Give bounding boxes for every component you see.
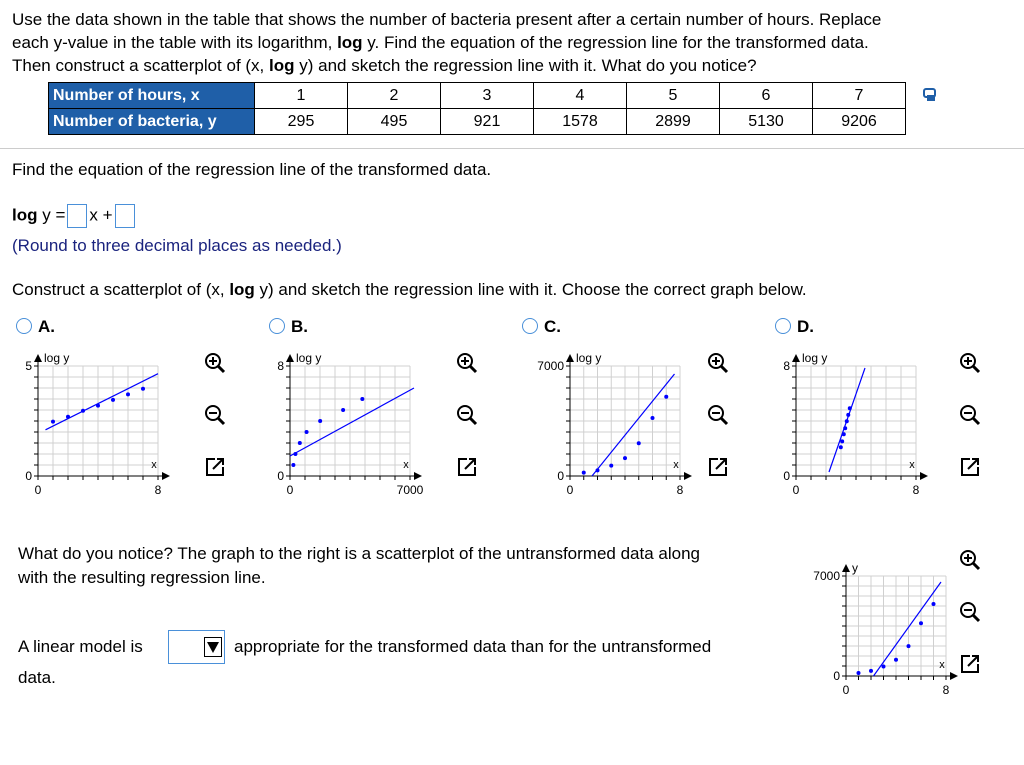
option-d-label: D. (797, 317, 814, 336)
data-point (293, 452, 297, 456)
round-note: (Round to three decimal places as needed.) (12, 236, 342, 255)
data-point (846, 413, 850, 417)
x-tick-label: 8 (154, 483, 162, 497)
zoom-out-icon[interactable] (958, 403, 982, 427)
y-tick-label: 8 (783, 359, 790, 373)
x-axis-arrow (684, 472, 692, 480)
part1-prompt: Find the equation of the regression line of the transformed data. (12, 160, 492, 179)
p2-post: y) and sketch the regression line with it. Choose the correct graph below. (254, 280, 807, 299)
option-b[interactable] (269, 317, 308, 337)
table-cell: 3 (441, 83, 534, 109)
row-header-hours: Number of hours, x (49, 83, 255, 109)
external-link-icon[interactable] (958, 455, 982, 479)
section-divider (0, 148, 1024, 149)
table-cell: 2 (348, 83, 441, 109)
external-link-icon[interactable] (203, 455, 227, 479)
data-point (141, 387, 145, 391)
table-cell: 5130 (720, 109, 813, 135)
table-cell: 9206 (813, 109, 906, 135)
notice-line-2: with the resulting regression line. (18, 568, 266, 587)
zoom-out-icon[interactable] (203, 403, 227, 427)
equation-row (12, 204, 137, 228)
data-point (298, 441, 302, 445)
table-cell: 5 (627, 83, 720, 109)
data-point (907, 644, 911, 648)
q2-post: y. Find the equation of the regression line for the transformed data. (362, 33, 869, 52)
data-point (843, 426, 847, 430)
table-cell: 921 (441, 109, 534, 135)
data-point (857, 671, 861, 675)
option-c-label: C. (544, 317, 561, 336)
x-axis-arrow (950, 672, 958, 680)
data-point (360, 397, 364, 401)
y-axis-label: log y (44, 351, 70, 365)
x-axis-label: x (403, 459, 409, 471)
zoom-in-icon[interactable] (706, 351, 730, 375)
data-point (582, 471, 586, 475)
q3-pre: Then construct a scatterplot of (x, (12, 56, 270, 75)
y-axis-label: y (852, 561, 858, 575)
question-text (12, 8, 1012, 77)
y-tick-label: 0 (783, 469, 790, 483)
data-point (845, 419, 849, 423)
data-point (609, 464, 613, 468)
table-row (49, 83, 906, 109)
chevron-down-icon[interactable] (204, 637, 222, 657)
data-point (932, 602, 936, 606)
x-tick-label: 8 (942, 683, 950, 697)
data-table (48, 82, 906, 135)
y-tick-label: 7000 (537, 359, 564, 373)
data-point (839, 445, 843, 449)
slope-input[interactable] (67, 204, 87, 228)
table-cell: 295 (255, 109, 348, 135)
y-axis-label: log y (576, 351, 602, 365)
x-tick-label: 8 (676, 483, 684, 497)
y-tick-label: 7000 (813, 569, 840, 583)
x-tick-label: 8 (912, 483, 920, 497)
q3-post: y) and sketch the regression line with it. What do you notice? (294, 56, 757, 75)
answer-post-2: data. (18, 668, 56, 687)
radio-c[interactable] (522, 318, 538, 334)
p2-bold: log (229, 280, 255, 299)
y-tick-label: 0 (833, 669, 840, 683)
radio-a[interactable] (16, 318, 32, 334)
copy-table-icon[interactable] (922, 87, 938, 103)
zoom-in-icon[interactable] (203, 351, 227, 375)
y-axis-arrow (566, 354, 574, 362)
data-point (111, 398, 115, 402)
data-point (651, 416, 655, 420)
regression-line (592, 374, 675, 476)
data-point (51, 420, 55, 424)
data-point (919, 621, 923, 625)
y-tick-label: 8 (277, 359, 284, 373)
table-cell: 1 (255, 83, 348, 109)
y-tick-label: 0 (557, 469, 564, 483)
eq-log: log (12, 205, 38, 225)
y-tick-label: 5 (25, 359, 32, 373)
option-c[interactable] (522, 317, 561, 337)
y-tick-label: 0 (25, 469, 32, 483)
x-axis-label: x (151, 459, 157, 471)
data-point (664, 395, 668, 399)
p2-pre: Construct a scatterplot of (x, (12, 280, 230, 299)
external-link-icon[interactable] (455, 455, 479, 479)
answer-pre: A linear model is (18, 637, 143, 656)
data-point (318, 419, 322, 423)
x-tick-label: 0 (34, 483, 42, 497)
data-point (596, 468, 600, 472)
data-point (96, 404, 100, 408)
x-tick-label: 0 (842, 683, 850, 697)
graph-c (530, 346, 690, 506)
data-point (81, 409, 85, 413)
x-axis-arrow (162, 472, 170, 480)
data-point (842, 432, 846, 436)
x-tick-label: 7000 (396, 483, 424, 497)
option-a-label: A. (38, 317, 55, 336)
data-point (869, 669, 873, 673)
notice-line-1: What do you notice? The graph to the right is a scatterplot of the untransformed data along (18, 544, 700, 563)
data-point (848, 406, 852, 410)
x-axis-label: x (909, 459, 915, 471)
option-a[interactable] (16, 317, 55, 337)
y-axis-arrow (286, 354, 294, 362)
x-axis-label: x (673, 459, 679, 471)
table-cell: 2899 (627, 109, 720, 135)
question-line-2 (12, 31, 1012, 54)
graph-untransformed (796, 546, 966, 706)
y-axis-label: log y (296, 351, 322, 365)
zoom-in-icon[interactable] (455, 351, 479, 375)
option-b-label: B. (291, 317, 308, 336)
table-cell: 495 (348, 109, 441, 135)
table-row (49, 109, 906, 135)
data-point (341, 408, 345, 412)
zoom-out-icon[interactable] (455, 403, 479, 427)
x-tick-label: 0 (286, 483, 294, 497)
data-point (637, 441, 641, 445)
x-tick-label: 0 (792, 483, 800, 497)
graph-b (277, 346, 440, 506)
y-axis-arrow (792, 354, 800, 362)
x-axis-arrow (920, 472, 928, 480)
x-tick-label: 0 (566, 483, 574, 497)
data-point (623, 456, 627, 460)
zoom-in-icon[interactable] (958, 351, 982, 375)
data-point (840, 439, 844, 443)
eq-x: x + (89, 205, 113, 225)
data-point (305, 430, 309, 434)
table-cell: 7 (813, 83, 906, 109)
q3-bold: log (269, 56, 295, 75)
radio-b[interactable] (269, 318, 285, 334)
part2-prompt (12, 280, 807, 300)
q2-bold: log (337, 33, 363, 52)
zoom-out-icon[interactable] (706, 403, 730, 427)
option-d[interactable] (775, 317, 814, 337)
table-cell: 1578 (534, 109, 627, 135)
data-point (291, 463, 295, 467)
data-point (894, 658, 898, 662)
x-axis-arrow (414, 472, 422, 480)
intercept-input[interactable] (115, 204, 135, 228)
graph-d (783, 346, 946, 506)
table-cell: 6 (720, 83, 813, 109)
eq-y: y = (37, 205, 66, 225)
y-axis-label: log y (802, 351, 828, 365)
question-line-3 (12, 54, 1012, 77)
y-axis-arrow (34, 354, 42, 362)
answer-post: appropriate for the transformed data than for the untransformed (234, 637, 712, 656)
data-point (126, 392, 130, 396)
comparison-dropdown[interactable] (168, 630, 225, 664)
question-line-1: Use the data shown in the table that shows the number of bacteria present after a certain number of hours. Replace (12, 10, 882, 29)
table-cell: 4 (534, 83, 627, 109)
data-point (882, 665, 886, 669)
y-tick-label: 0 (277, 469, 284, 483)
q2-pre: each y-value in the table with its logarithm, (12, 33, 338, 52)
y-axis-arrow (842, 564, 850, 572)
radio-d[interactable] (775, 318, 791, 334)
graph-a (25, 346, 188, 506)
row-header-bacteria: Number of bacteria, y (49, 109, 255, 135)
x-axis-label: x (939, 659, 945, 671)
external-link-icon[interactable] (706, 455, 730, 479)
data-point (66, 415, 70, 419)
